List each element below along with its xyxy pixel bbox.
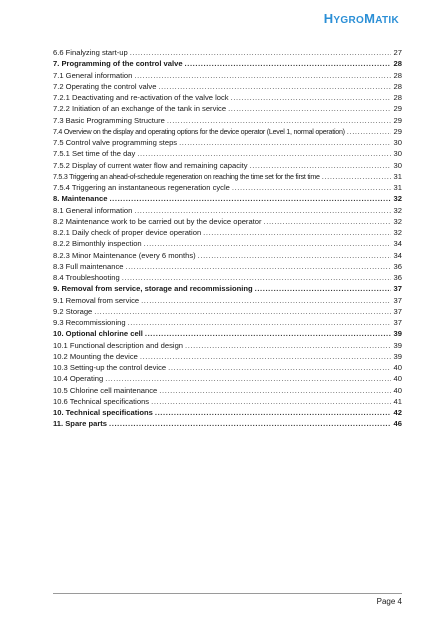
toc-entry-page: 28 <box>393 70 402 80</box>
toc-entry[interactable] <box>53 160 402 171</box>
toc-entry-label: 7.5.2 Display of current water flow and remaining capacity <box>53 160 248 170</box>
toc-entry-label: 10.1 Functional description and design <box>53 340 184 350</box>
toc-entry[interactable] <box>53 47 402 58</box>
toc-entry[interactable] <box>53 385 402 396</box>
toc-entry-page: 31 <box>393 183 402 192</box>
toc-entry-page: 32 <box>393 216 402 226</box>
toc-entry-label: 8.2.3 Minor Maintenance (every 6 months) <box>53 250 196 260</box>
toc-entry-page: 28 <box>393 93 402 102</box>
toc-leader-dots <box>151 396 391 407</box>
toc-entry-label: 10. Optional chlorine cell <box>53 329 143 339</box>
toc-leader-dots <box>231 92 391 103</box>
toc-entry-page: 28 <box>393 59 402 69</box>
logo-part-atik: ATIK <box>375 15 399 26</box>
toc-entry[interactable] <box>53 205 402 216</box>
toc-entry[interactable] <box>53 283 402 294</box>
toc-entry-page: 37 <box>393 318 402 327</box>
toc-entry-label: 7.3 Basic Programming Structure <box>53 115 165 125</box>
toc-entry-label: 7.5.1 Set time of the day <box>53 149 136 159</box>
toc-entry-page: 27 <box>393 48 402 57</box>
toc-entry-label: 10.4 Operating <box>53 374 104 384</box>
page-number: Page 4 <box>376 597 402 606</box>
toc-entry-label: 8. Maintenance <box>53 194 108 204</box>
toc-entry-page: 40 <box>393 385 402 395</box>
toc-entry-page: 40 <box>393 374 402 384</box>
toc-leader-dots <box>145 328 391 339</box>
toc-entry-page: 28 <box>393 81 402 91</box>
toc-entry[interactable] <box>53 193 402 204</box>
toc-entry-page: 41 <box>393 396 402 406</box>
toc-entry-page: 37 <box>393 284 402 294</box>
toc-entry-label: 6.6 Finalyzing start-up <box>53 48 128 57</box>
toc-entry-label: 7.5 Control valve programming steps <box>53 138 178 147</box>
toc-entry[interactable] <box>53 171 402 182</box>
toc-entry-label: 10.2 Mounting the device <box>53 351 138 361</box>
toc-leader-dots <box>109 193 391 204</box>
toc-entry-label: 9.3 Recommissioning <box>53 318 126 327</box>
toc-entry[interactable] <box>53 126 402 137</box>
toc-entry-label: 9. Removal from service, storage and recommissioning <box>53 284 253 294</box>
toc-leader-dots <box>255 283 391 294</box>
toc-entry-label: 8.3 Full maintenance <box>53 261 124 271</box>
toc-entry-page: 37 <box>393 295 402 305</box>
toc-entry[interactable] <box>53 317 402 328</box>
toc-entry-label: 8.2.1 Daily check of proper device operation <box>53 228 202 237</box>
toc-leader-dots <box>141 295 391 306</box>
toc-entry-label: 10.3 Setting-up the control device <box>53 363 167 372</box>
toc-entry-label: 7.5.3 Triggering an ahead-of-schedule regeneration on reaching the time set for the first time <box>53 172 320 181</box>
footer-divider <box>53 593 402 594</box>
toc-entry[interactable] <box>53 396 402 407</box>
table-of-contents <box>53 47 402 430</box>
toc-leader-dots <box>158 81 391 92</box>
toc-entry-page: 30 <box>393 138 402 147</box>
toc-entry-page: 32 <box>393 228 402 237</box>
toc-entry-page: 42 <box>393 408 402 417</box>
logo-letter-m: M <box>364 11 376 26</box>
toc-leader-dots <box>228 103 391 114</box>
toc-leader-dots <box>322 171 391 182</box>
toc-entry-label: 11. Spare parts <box>53 419 108 429</box>
toc-entry-label: 8.4 Troubleshooting <box>53 273 120 282</box>
toc-leader-dots <box>134 205 391 216</box>
toc-entry-page: 29 <box>393 115 402 125</box>
toc-leader-dots <box>347 126 391 137</box>
toc-leader-dots <box>264 216 391 227</box>
toc-entry[interactable] <box>53 306 402 317</box>
toc-entry[interactable] <box>53 351 402 362</box>
toc-entry-label: 7.2.2 Initiation of an exchange of the tank in service <box>53 104 227 114</box>
toc-leader-dots <box>109 418 391 429</box>
toc-entry[interactable] <box>53 216 402 227</box>
toc-leader-dots <box>155 407 391 418</box>
toc-entry[interactable] <box>53 70 402 81</box>
logo-part-ygro: YGRO <box>333 15 365 26</box>
toc-entry-page: 36 <box>393 273 402 282</box>
toc-entry-page: 32 <box>393 194 402 204</box>
toc-entry[interactable] <box>53 261 402 272</box>
toc-entry-page: 34 <box>393 250 402 260</box>
toc-leader-dots <box>185 58 391 69</box>
toc-entry-page: 39 <box>393 329 402 339</box>
toc-leader-dots <box>232 182 391 193</box>
toc-entry-label: 7.2 Operating the control valve <box>53 81 157 91</box>
toc-entry[interactable] <box>53 103 402 114</box>
toc-entry-label: 7.4 Overview on the display and operating options for the device operator (Level 1, normal operation) <box>53 127 345 136</box>
toc-entry[interactable] <box>53 238 402 249</box>
toc-leader-dots <box>168 362 391 373</box>
toc-entry-label: 8.2.2 Bimonthly inspection <box>53 239 142 249</box>
toc-entry[interactable] <box>53 272 402 283</box>
toc-entry[interactable] <box>53 92 402 103</box>
toc-entry-label: 10.6 Technical specifications <box>53 396 150 406</box>
toc-leader-dots <box>179 137 391 148</box>
hygromatik-logo <box>324 11 399 26</box>
toc-entry-label: 10. Technical specifications <box>53 408 153 417</box>
toc-entry[interactable] <box>53 81 402 92</box>
toc-entry[interactable] <box>53 137 402 148</box>
toc-leader-dots <box>167 115 391 126</box>
toc-entry[interactable] <box>53 418 402 429</box>
toc-entry[interactable] <box>53 148 402 159</box>
toc-entry-label: 9.1 Removal from service <box>53 295 140 305</box>
toc-entry-label: 7.5.4 Triggering an instantaneous regeneration cycle <box>53 183 230 192</box>
toc-entry[interactable] <box>53 340 402 351</box>
toc-leader-dots <box>144 238 391 249</box>
toc-leader-dots <box>140 351 391 362</box>
toc-entry-page: 29 <box>393 104 402 114</box>
toc-entry-label: 9.2 Storage <box>53 306 93 316</box>
toc-entry-label: 7.2.1 Deactivating and re-activation of the valve lock <box>53 93 229 102</box>
toc-leader-dots <box>137 148 391 159</box>
toc-entry[interactable] <box>53 407 402 418</box>
toc-leader-dots <box>134 70 391 81</box>
toc-entry-page: 37 <box>393 306 402 316</box>
toc-entry[interactable] <box>53 328 402 339</box>
toc-entry-label: 7. Programming of the control valve <box>53 59 183 69</box>
toc-entry-page: 36 <box>393 261 402 271</box>
toc-entry[interactable] <box>53 362 402 373</box>
toc-entry-page: 30 <box>393 160 402 170</box>
toc-entry[interactable] <box>53 58 402 69</box>
toc-leader-dots <box>198 250 391 261</box>
toc-entry[interactable] <box>53 182 402 193</box>
toc-entry[interactable] <box>53 115 402 126</box>
toc-entry[interactable] <box>53 295 402 306</box>
toc-entry-page: 34 <box>393 239 402 249</box>
toc-leader-dots <box>203 227 391 238</box>
toc-leader-dots <box>185 340 391 351</box>
toc-entry-page: 46 <box>393 419 402 429</box>
toc-entry-page: 32 <box>393 205 402 215</box>
toc-entry-label: 8.2 Maintenance work to be carried out by the device operator <box>53 216 262 226</box>
toc-entry-page: 40 <box>393 363 402 372</box>
toc-entry-page: 29 <box>393 126 402 136</box>
toc-leader-dots <box>126 261 392 272</box>
toc-leader-dots <box>105 373 391 384</box>
toc-leader-dots <box>128 317 391 328</box>
toc-leader-dots <box>250 160 391 171</box>
toc-leader-dots <box>94 306 391 317</box>
toc-entry[interactable] <box>53 250 402 261</box>
toc-leader-dots <box>122 272 391 283</box>
toc-entry-label: 8.1 General information <box>53 205 133 215</box>
toc-entry-page: 39 <box>393 351 402 361</box>
toc-leader-dots <box>159 385 391 396</box>
toc-entry-label: 10.5 Chlorine cell maintenance <box>53 385 158 395</box>
toc-entry-page: 30 <box>393 149 402 159</box>
toc-entry-page: 31 <box>393 171 402 181</box>
toc-entry-label: 7.1 General information <box>53 70 133 80</box>
toc-entry-page: 39 <box>393 340 402 350</box>
toc-leader-dots <box>130 47 391 58</box>
logo-letter-h: H <box>323 11 334 26</box>
toc-entry[interactable] <box>53 373 402 384</box>
toc-entry[interactable] <box>53 227 402 238</box>
